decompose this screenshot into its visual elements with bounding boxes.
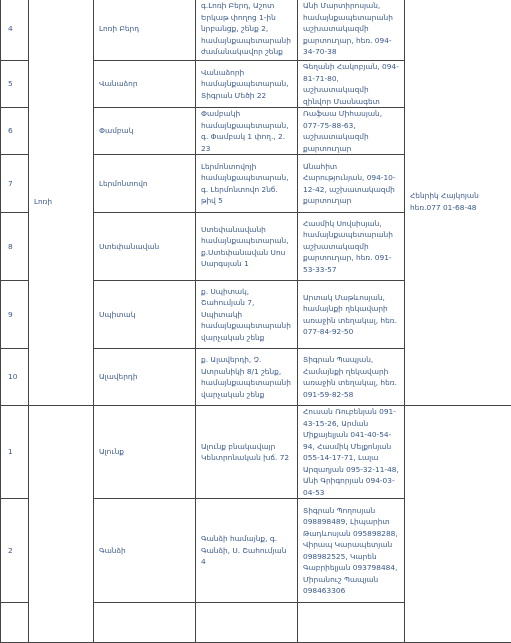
region-cell-lori: Լոռի: [29, 0, 94, 406]
row-number: 7: [1, 155, 29, 213]
row-number: 6: [1, 108, 29, 155]
address-cell: Ալունք բնակավայր Կենտրոնական խճ. 72: [196, 406, 298, 499]
community-name: Լերմոնտովո: [94, 155, 196, 213]
community-name: Գանձի: [94, 499, 196, 603]
community-name: Փամբակ: [94, 108, 196, 155]
address-cell: Ստեփանավանի համայնքապետարան, ք.Ստեփանավան Սոս Սարգսյան 1: [196, 213, 298, 281]
row-number: 5: [1, 61, 29, 108]
row-number: 1: [1, 406, 29, 499]
row-number: 10: [1, 349, 29, 406]
contact-person-cell: Հուսան Ռուբենյան 091-43-15-26, Արման Միքայելյան 041-40-54-94, Հասմիկ Մելքոնյան 055-14-17-71, Լալա Արզաղյան 095-32-11-48, Անի Գրիգորյան 094-03-04-53: [298, 406, 405, 499]
address-cell: գ.Լոռի Բերդ, Աշոտ Երկաթ փողոց 1-ին նրբանցք, շենք 2, համայնքապետարանի ժամանակավոր շենք: [196, 0, 298, 61]
address-cell: Գանձի համայնք, գ. Գանձի, Ս. Շահումյան 4: [196, 499, 298, 603]
address-cell: Լերմոնտովոյի համայնքապետարան, գ. Լերմոնտովո 2նб. թիվ 5: [196, 155, 298, 213]
community-name: Ալունք: [94, 406, 196, 499]
contact-person-cell: [298, 603, 405, 643]
row-number: 8: [1, 213, 29, 281]
row-number: 9: [1, 281, 29, 349]
address-cell: Վանաձորի համայնքապետարան, Տիգրան Մեծի 22: [196, 61, 298, 108]
community-name: Վանաձոր: [94, 61, 196, 108]
address-cell: [196, 603, 298, 643]
region-cell-aragatsotn: [29, 406, 94, 643]
address-cell: Փամբակի համայնքապետարան, գ. Փամբակ 1 փող., 2. 23: [196, 108, 298, 155]
contact-person-cell: Արտակ Մաթևոսյան, համայնքի ղեկավարի առաջին տեղակալ, հեռ. 077-84-92-50: [298, 281, 405, 349]
contact-person-cell: Հասմիկ Սովսիսյան, համայնքապետարանի աշխատակազմի քարտուղար, հեռ. 091-53-33-57: [298, 213, 405, 281]
contact-person-cell: Ռաֆաա Միհասյան, 077-75-88-63, աշխատակազմի քարտուղար: [298, 108, 405, 155]
address-cell: ք. Ալավերդի, Չ. Ատրանիկի 8/1 շենք, համայնքապետարանի վարչական շենք: [196, 349, 298, 406]
community-name: Լոռի Բերդ: [94, 0, 196, 61]
contact-person-cell: Տիգրան Պողոսյան 098898489, Լիպարիտ Թադևոսյան 095898288, Վիրապ Կարապետյան 098982525, Կարեն Գաբրիելյան 093798484, Միրանուշ Պապյան 098463306: [298, 499, 405, 603]
row-number: 4: [1, 0, 29, 61]
community-name: [94, 603, 196, 643]
community-name: Ալավերդի: [94, 349, 196, 406]
table-row: [1, 0, 511, 61]
community-name: Ստեփանավան: [94, 213, 196, 281]
table-row: [1, 406, 511, 499]
row-number: 2: [1, 499, 29, 603]
region-contact-cell: [405, 406, 511, 643]
region-contact-cell: Հենրիկ Հայկոյան հեռ.077 01-68-48: [405, 0, 511, 406]
contact-person-cell: Գեղանի Հակոբյան, 094-81-71-80, աշխատակազմի զինվոր Մասնագետ: [298, 61, 405, 108]
contact-person-cell: Անահիտ Հարությունյան, 094-10-12-42, աշխատակազմի քարտուղար: [298, 155, 405, 213]
contact-person-cell: Անի Մարտիրոսյան, համայնքապետարանի աշխատակազմի քարտուղար, հեռ. 094-34-70-38: [298, 0, 405, 61]
row-number: [1, 603, 29, 643]
address-cell: ք. Սպիտակ, Շահումյան 7, Սպիտակի համայնքապետարանի վարչական շենք: [196, 281, 298, 349]
contact-person-cell: Տիգրան Պապյան, Համայնքի ղեկավարի առաջին տեղակալ, հեռ. 091-59-82-58: [298, 349, 405, 406]
community-name: Սպիտակ: [94, 281, 196, 349]
